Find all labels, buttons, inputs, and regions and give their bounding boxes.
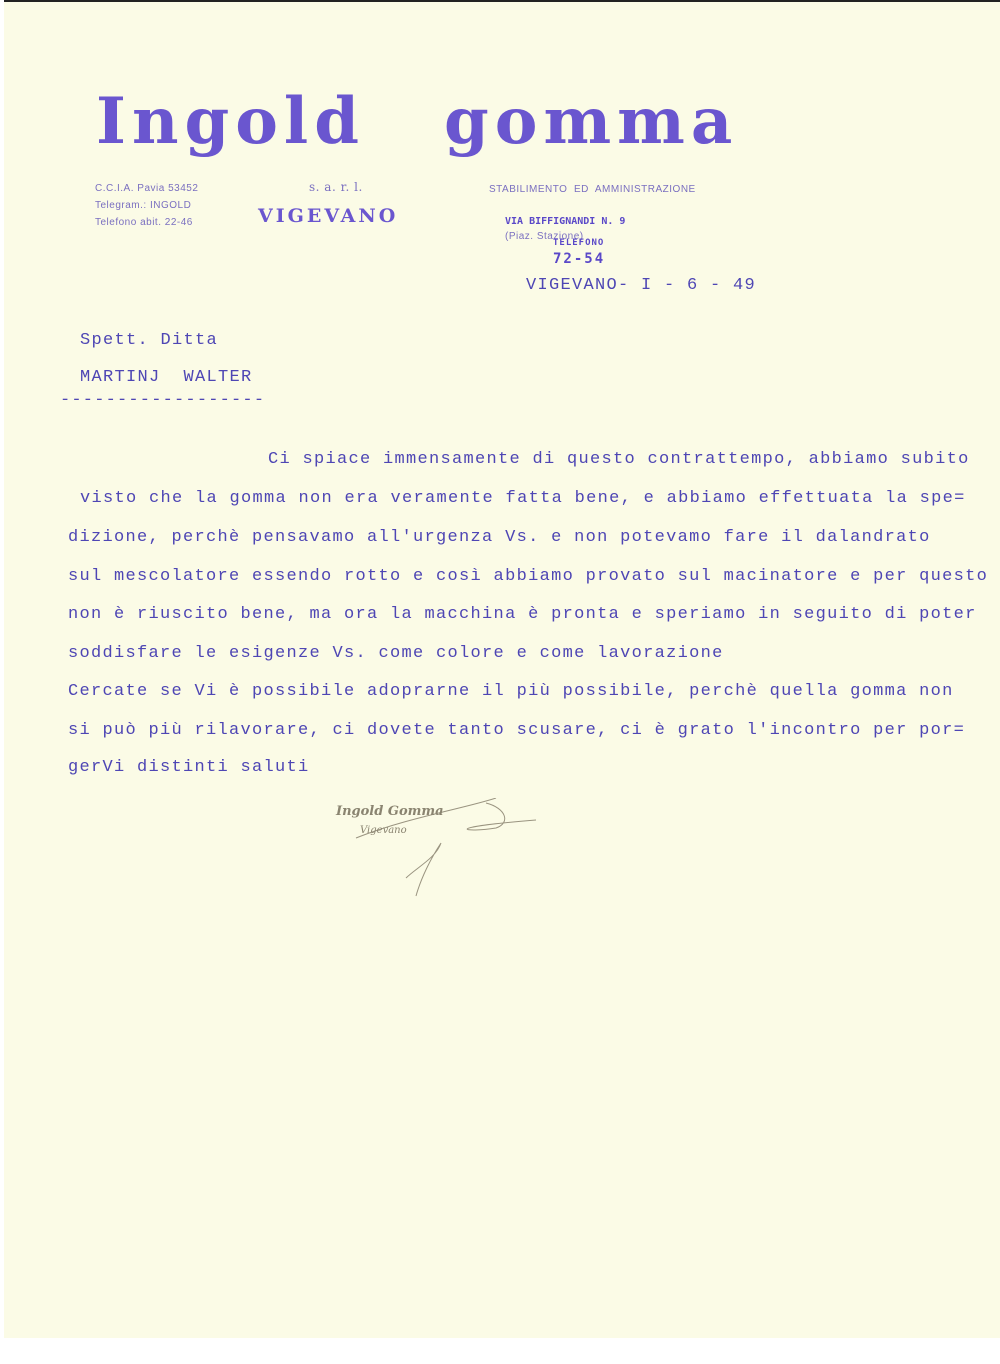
- stamp-name: Ingold Gomma: [336, 804, 444, 819]
- street: VIA BIFFIGNANDI N. 9: [505, 216, 626, 227]
- body-line: Ci spiace immensamente di questo contrattempo, abbiamo subito: [268, 450, 970, 469]
- logo-gomma: gomma: [444, 84, 739, 159]
- body-line: si può più rilavorare, ci dovete tanto scusare, ci è grato l'incontro per por=: [68, 721, 966, 740]
- phone: [537, 215, 605, 285]
- ccia-info: C.C.I.A. Pavia 53452: [95, 183, 199, 194]
- home-phone-info: Telefono abit. 22-46: [95, 217, 193, 228]
- recipient-underline: ------------------: [60, 391, 266, 410]
- phone-label: TELEFONO: [553, 238, 605, 248]
- body-line: gerVi distinti saluti: [68, 758, 310, 777]
- salutation: Spett. Ditta: [80, 331, 219, 350]
- letter-page: [4, 0, 1000, 1338]
- body-line: Cercate se Vi è possibile adoprarne il più possibile, perchè quella gomma non: [68, 682, 954, 701]
- phone-number: 72-54: [553, 251, 606, 267]
- signature-stamp: [330, 780, 530, 880]
- plant-admin: STABILIMENTO ED AMMINISTRAZIONE: [489, 184, 696, 195]
- body-line: dizione, perchè pensavamo all'urgenza Vs. e non potevamo fare il dalandrato: [68, 528, 931, 547]
- telegram-info: Telegram.: INGOLD: [95, 200, 192, 211]
- body-line: non è riuscito bene, ma ora la macchina è pronta e speriamo in seguito di poter: [68, 605, 977, 624]
- city-name: VIGEVANO: [258, 205, 399, 227]
- logo-ingold: Ingold: [96, 84, 365, 159]
- legal-form: s. a. r. l.: [309, 180, 363, 194]
- address-note: (Piaz. Stazione): [505, 231, 584, 242]
- body-line: visto che la gomma non era veramente fatta bene, e abbiamo effettuata la spe=: [80, 489, 966, 508]
- body-line: soddisfare le esigenze Vs. come colore e come lavorazione: [68, 644, 724, 663]
- stamp-city: Vigevano: [360, 825, 407, 836]
- recipient: MARTINJ WALTER: [80, 368, 253, 387]
- body-line: sul mescolatore essendo rotto e così abbiamo provato sul macinatore e per questo: [68, 567, 989, 586]
- letter-date: VIGEVANO- I - 6 - 49: [526, 276, 757, 295]
